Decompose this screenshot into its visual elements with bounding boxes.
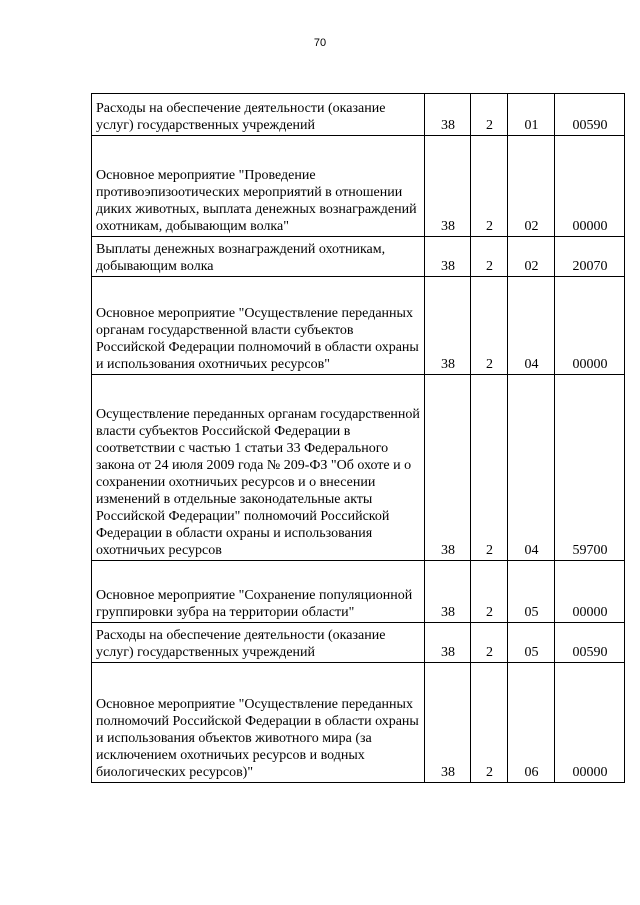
table-row [92,561,625,623]
code-cell-4: 20070 [555,237,625,277]
code-cell-4: 00000 [555,136,625,237]
code-cell-4: 00000 [555,561,625,623]
code-cell-3: 04 [508,375,555,561]
table-row [92,623,625,663]
code-cell-4: 59700 [555,375,625,561]
row-description: Выплаты денежных вознаграждений охотникам, добывающим волка [92,237,425,277]
code-cell-2: 2 [471,277,508,375]
budget-classification-table [91,93,625,783]
code-cell-2: 2 [471,561,508,623]
code-cell-1: 38 [425,561,471,623]
code-cell-1: 38 [425,94,471,136]
row-description: Основное мероприятие "Осуществление переданных полномочий Российской Федерации в области охраны и использования объектов животного мира (за исключением охотничьих ресурсов и водных биологических ресурсов)" [92,663,425,783]
row-description: Расходы на обеспечение деятельности (оказание услуг) государственных учреждений [92,94,425,136]
code-cell-2: 2 [471,663,508,783]
code-cell-4: 00590 [555,94,625,136]
code-cell-1: 38 [425,277,471,375]
code-cell-1: 38 [425,663,471,783]
page-number: 70 [313,37,327,49]
code-cell-2: 2 [471,375,508,561]
code-cell-3: 05 [508,623,555,663]
code-cell-2: 2 [471,136,508,237]
code-cell-4: 00000 [555,663,625,783]
row-description: Расходы на обеспечение деятельности (оказание услуг) государственных учреждений [92,623,425,663]
code-cell-4: 00000 [555,277,625,375]
row-description: Основное мероприятие "Проведение противоэпизоотических мероприятий в отношении диких животных, выплата денежных вознаграждений охотникам, добывающим волка" [92,136,425,237]
code-cell-2: 2 [471,237,508,277]
code-cell-2: 2 [471,623,508,663]
table-row [92,277,625,375]
code-cell-3: 02 [508,237,555,277]
code-cell-1: 38 [425,136,471,237]
code-cell-3: 06 [508,663,555,783]
code-cell-3: 05 [508,561,555,623]
code-cell-4: 00590 [555,623,625,663]
code-cell-1: 38 [425,375,471,561]
row-description: Осуществление переданных органам государственной власти субъектов Российской Федерации в соответствии с частью 1 статьи 33 Федерального закона от 24 июля 2009 года № 209-ФЗ "Об охоте и о сохранении охотничьих ресурсов и о внесении изменений в отдельные законодательные акты Российской Федерации" полномочий Российской Федерации в области охраны и использования охотничьих ресурсов [92,375,425,561]
table-row [92,375,625,561]
table-row [92,136,625,237]
code-cell-3: 04 [508,277,555,375]
table-row [92,663,625,783]
code-cell-1: 38 [425,237,471,277]
code-cell-3: 01 [508,94,555,136]
row-description: Основное мероприятие "Сохранение популяционной группировки зубра на территории области" [92,561,425,623]
code-cell-3: 02 [508,136,555,237]
code-cell-1: 38 [425,623,471,663]
table-row [92,237,625,277]
code-cell-2: 2 [471,94,508,136]
table-row [92,94,625,136]
row-description: Основное мероприятие "Осуществление переданных органам государственной власти субъектов Российской Федерации полномочий в области охраны и использования охотничьих ресурсов" [92,277,425,375]
